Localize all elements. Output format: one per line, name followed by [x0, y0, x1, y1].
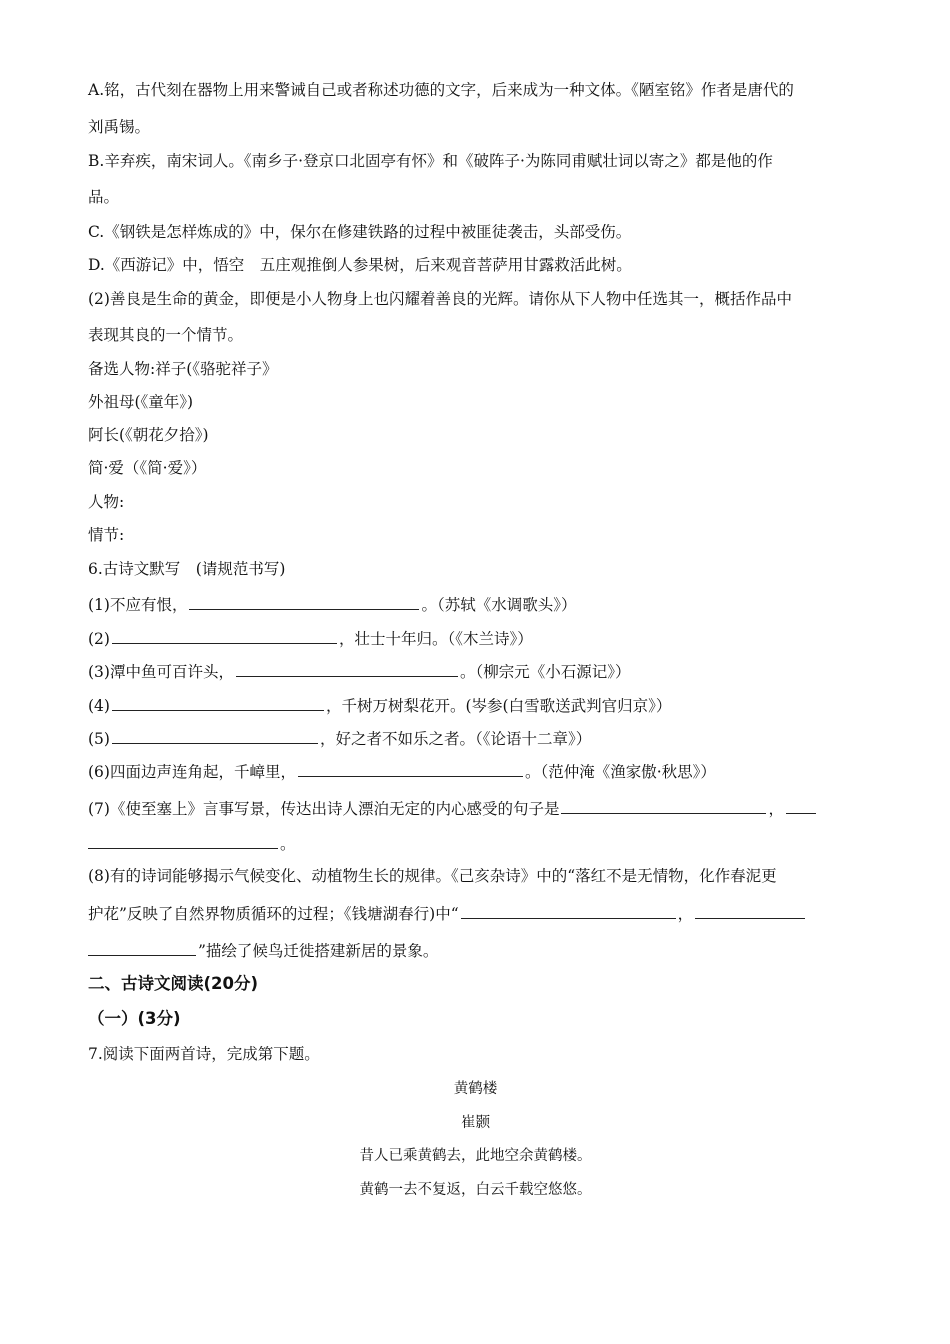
section2-sub: （一）(3分): [88, 1009, 181, 1028]
answer-blank[interactable]: [561, 797, 766, 814]
q6-item-6: (6)四面边声连角起，千嶂里， 。（范仲淹《渔家傲·秋思》）: [88, 760, 863, 783]
answer-blank[interactable]: [112, 694, 324, 711]
q6-item-8-line1: (8)有的诗词能够揭示气候变化、动植物生长的规律。《己亥杂诗》中的“落红不是无情物，化作春泥更: [88, 867, 777, 885]
person-label: 人物:: [88, 493, 125, 511]
q6-item-7-cont: 。: [88, 832, 863, 855]
answer-blank[interactable]: [236, 660, 458, 677]
option-a-line2: 刘禹锡。: [88, 118, 151, 136]
q5-2-line2: 表现其良的一个情节。: [88, 326, 244, 344]
answer-blank[interactable]: [112, 627, 337, 644]
plot-label: 情节:: [88, 526, 125, 544]
q6-item-3: (3)潭中鱼可百许头， 。（柳宗元《小石源记》）: [88, 660, 863, 683]
q6-item-8-line3: ”描绘了候鸟迁徙搭建新居的景象。: [88, 939, 863, 962]
answer-blank[interactable]: [695, 902, 805, 919]
answer-blank[interactable]: [786, 797, 816, 814]
poem-line-2: 黄鹤一去不复返，白云千载空悠悠。: [359, 1182, 592, 1198]
option-c: C.《钢铁是怎样炼成的》中，保尔在修建铁路的过程中被匪徒袭击，头部受伤。: [88, 223, 632, 241]
q6-item-1: (1)不应有恨， 。（苏轼《水调歌头》）: [88, 593, 863, 616]
q6-item-4: (4) ，千树万树梨花开。(岑参(白雪歌送武判官归京》）: [88, 694, 863, 717]
candidate-achang: 阿长(《朝花夕拾》): [88, 426, 209, 444]
option-b-line1: B.辛弃疾，南宋词人。《南乡子·登京口北固亭有怀》和《破阵子·为陈同甫赋壮词以寄之》都是他的作: [88, 152, 773, 170]
q6-title: 6.古诗文默写 (请规范书写): [88, 560, 286, 578]
answer-blank[interactable]: [461, 902, 676, 919]
answer-blank[interactable]: [298, 760, 523, 777]
q6-item-8-line2: 护花”反映了自然界物质循环的过程；《钱塘湖春行)中“ ，: [88, 902, 863, 925]
option-b-line2: 品。: [88, 188, 120, 206]
option-d: D.《西游记》中，悟空 五庄观推倒人参果树，后来观音菩萨用甘露救活此树。: [88, 256, 632, 274]
candidate-jane-eyre: 简·爱（《简·爱》）: [88, 459, 207, 477]
answer-blank[interactable]: [88, 939, 196, 956]
candidate-grandmother: 外祖母(《童年》): [88, 393, 194, 411]
candidates-label: 备选人物:祥子(《骆驼祥子》: [88, 360, 278, 378]
q6-item-5: (5) ，好之者不如乐之者。（《论语十二章》）: [88, 727, 863, 750]
q6-item-2: (2) ，壮士十年归。（《木兰诗》）: [88, 627, 863, 650]
answer-blank[interactable]: [88, 832, 278, 849]
poem-line-1: 昔人已乘黄鹤去，此地空余黄鹤楼。: [359, 1148, 592, 1164]
answer-blank[interactable]: [189, 593, 419, 610]
option-a-line1: A.铭，古代刻在器物上用来警诫自己或者称述功德的文字，后来成为一种文体。《陋室铭》作者是唐代的: [88, 81, 794, 99]
poem-title: 黄鹤楼: [453, 1081, 498, 1097]
poem-author: 崔颢: [461, 1115, 490, 1131]
q7-prompt: 7.阅读下面两首诗，完成第下题。: [88, 1045, 320, 1063]
q6-item-7: (7)《使至塞上》言事写景，传达出诗人漂泊无定的内心感受的句子是 ，: [88, 797, 863, 820]
section2-heading: 二、古诗文阅读(20分): [88, 974, 259, 993]
q5-2-line1: (2)善良是生命的黄金，即便是小人物身上也闪耀着善良的光辉。请你从下人物中任选其一，概括作品中: [88, 290, 792, 308]
answer-blank[interactable]: [112, 727, 318, 744]
